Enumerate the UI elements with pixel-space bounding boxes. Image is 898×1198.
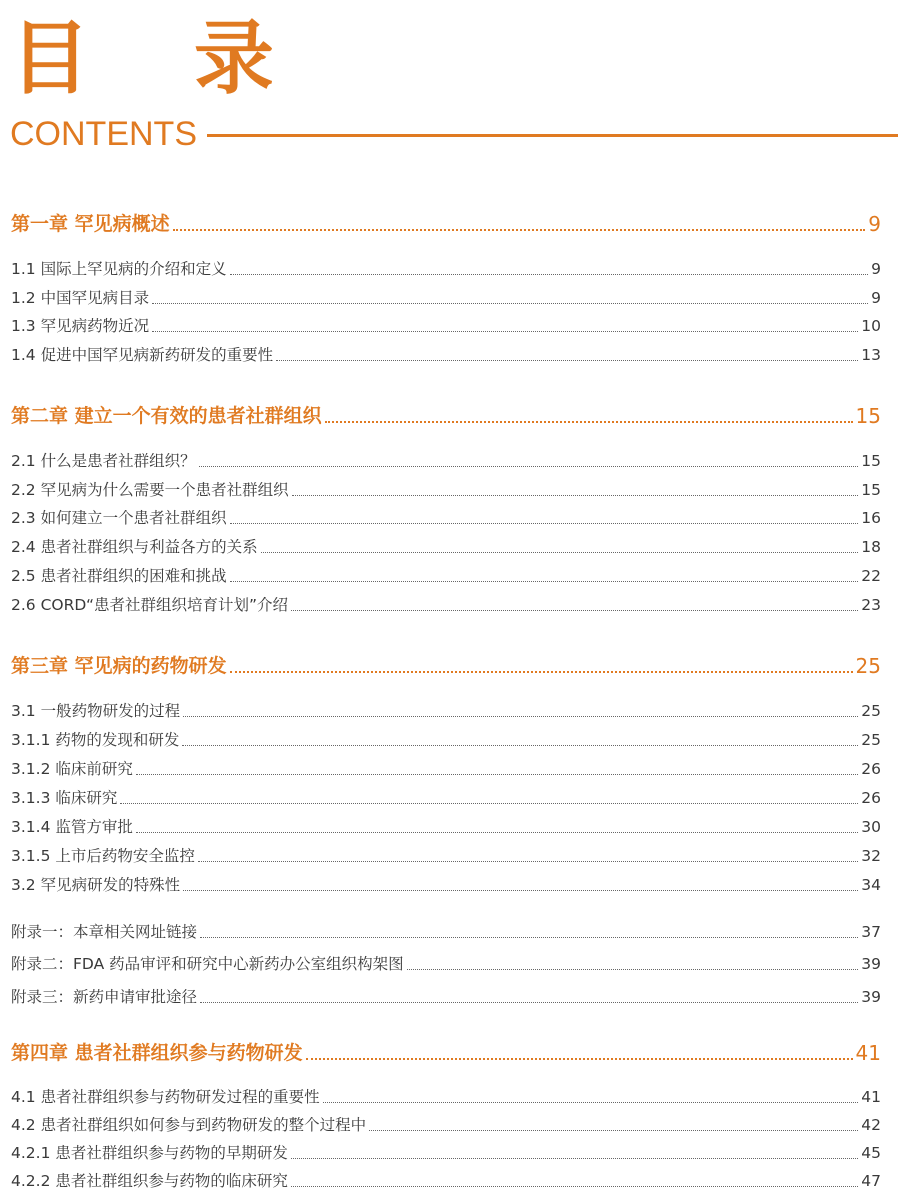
toc-page-number: 25 bbox=[861, 731, 881, 749]
dot-leader bbox=[261, 552, 859, 553]
toc-label: 3.2 罕见病研发的特殊性 bbox=[11, 876, 181, 894]
toc-label: 3.1 一般药物研发的过程 bbox=[11, 702, 181, 720]
toc-label: 3.1.4 监管方审批 bbox=[11, 818, 133, 836]
toc-label: 2.1 什么是患者社群组织？ bbox=[11, 452, 196, 470]
toc-entry-row[interactable] bbox=[11, 478, 881, 502]
toc-entry-row[interactable] bbox=[11, 952, 881, 976]
toc-label: 第三章 罕见病的药物研发 bbox=[11, 655, 227, 677]
dot-leader bbox=[325, 421, 853, 423]
toc-entry-row[interactable] bbox=[11, 343, 881, 367]
toc-page-number: 9 bbox=[871, 289, 881, 307]
toc-label: 3.1.5 上市后药物安全监控 bbox=[11, 847, 195, 865]
toc-entry-row[interactable] bbox=[11, 535, 881, 559]
toc-entry-row[interactable] bbox=[11, 1169, 881, 1193]
dot-leader bbox=[291, 1158, 858, 1159]
toc-label: 3.1.2 临床前研究 bbox=[11, 760, 133, 778]
dot-leader bbox=[369, 1130, 858, 1131]
toc-entry-row[interactable] bbox=[11, 314, 881, 338]
heading-rule bbox=[207, 134, 898, 137]
toc-chapter-row[interactable] bbox=[11, 652, 881, 680]
dot-leader bbox=[183, 716, 858, 717]
toc-page-number: 9 bbox=[868, 212, 881, 236]
toc-page-number: 42 bbox=[861, 1116, 881, 1134]
dot-leader bbox=[291, 1186, 858, 1187]
toc-label: 2.6 CORD“患者社群组织培育计划”介绍 bbox=[11, 596, 289, 614]
dot-leader bbox=[200, 937, 858, 938]
toc-page-number: 41 bbox=[855, 1041, 881, 1065]
toc-page-number: 39 bbox=[861, 955, 881, 973]
toc-page-number: 26 bbox=[861, 760, 881, 778]
contents-heading-row bbox=[10, 114, 898, 154]
toc-page-number: 25 bbox=[861, 702, 881, 720]
toc-entry-row[interactable] bbox=[11, 506, 881, 530]
toc-label: 2.3 如何建立一个患者社群组织 bbox=[11, 509, 227, 527]
dot-leader bbox=[152, 303, 868, 304]
toc-entry-row[interactable] bbox=[11, 1141, 881, 1165]
toc-label: 第二章 建立一个有效的患者社群组织 bbox=[11, 405, 322, 427]
toc-page-number: 34 bbox=[861, 876, 881, 894]
dot-leader bbox=[230, 581, 859, 582]
dot-leader bbox=[120, 803, 858, 804]
toc-page-number: 26 bbox=[861, 789, 881, 807]
toc-page-number: 9 bbox=[871, 260, 881, 278]
dot-leader bbox=[152, 331, 858, 332]
toc-entry-row[interactable] bbox=[11, 985, 881, 1009]
toc-entry-row[interactable] bbox=[11, 757, 881, 781]
toc-entry-row[interactable] bbox=[11, 873, 881, 897]
toc-entry-row[interactable] bbox=[11, 1085, 881, 1109]
toc-label: 4.2 患者社群组织如何参与到药物研发的整个过程中 bbox=[11, 1116, 367, 1134]
dot-leader bbox=[292, 495, 859, 496]
toc-label: 4.1 患者社群组织参与药物研发过程的重要性 bbox=[11, 1088, 320, 1106]
toc-label: 附录三：新药申请审批途径 bbox=[11, 988, 198, 1006]
dot-leader bbox=[230, 523, 859, 524]
dot-leader bbox=[136, 832, 858, 833]
dot-leader bbox=[230, 671, 853, 673]
toc-entry-row[interactable] bbox=[11, 728, 881, 752]
toc-label: 第一章 罕见病概述 bbox=[11, 213, 170, 235]
toc-entry-row[interactable] bbox=[11, 699, 881, 723]
dot-leader bbox=[200, 1002, 858, 1003]
toc-page-number: 15 bbox=[861, 481, 881, 499]
toc-label: 2.2 罕见病为什么需要一个患者社群组织 bbox=[11, 481, 289, 499]
toc-entry-row[interactable] bbox=[11, 844, 881, 868]
toc-label: 3.1.3 临床研究 bbox=[11, 789, 118, 807]
dot-leader bbox=[306, 1058, 853, 1060]
toc-page-number: 39 bbox=[861, 988, 881, 1006]
toc-entry-row[interactable] bbox=[11, 815, 881, 839]
toc-page-number: 32 bbox=[861, 847, 881, 865]
toc-label: 4.2.2 患者社群组织参与药物的临床研究 bbox=[11, 1172, 288, 1190]
toc-label: 1.1 国际上罕见病的介绍和定义 bbox=[11, 260, 227, 278]
toc-page-number: 30 bbox=[861, 818, 881, 836]
dot-leader bbox=[136, 774, 858, 775]
toc-page-number: 22 bbox=[861, 567, 881, 585]
toc-entry-row[interactable] bbox=[11, 257, 881, 281]
toc-entry-row[interactable] bbox=[11, 593, 881, 617]
dot-leader bbox=[276, 360, 858, 361]
toc-label: 4.2.1 患者社群组织参与药物的早期研发 bbox=[11, 1144, 288, 1162]
toc-entry-row[interactable] bbox=[11, 449, 881, 473]
toc-entry-row[interactable] bbox=[11, 786, 881, 810]
page-title: 目 录 bbox=[10, 12, 312, 105]
dot-leader bbox=[198, 861, 858, 862]
dot-leader bbox=[199, 466, 859, 467]
toc-entry-row[interactable] bbox=[11, 920, 881, 944]
toc-label: 2.5 患者社群组织的困难和挑战 bbox=[11, 567, 227, 585]
dot-leader bbox=[323, 1102, 859, 1103]
toc-page-number: 37 bbox=[861, 923, 881, 941]
dot-leader bbox=[173, 229, 866, 231]
toc-page-number: 47 bbox=[861, 1172, 881, 1190]
toc-entry-row[interactable] bbox=[11, 286, 881, 310]
toc-label: 1.2 中国罕见病目录 bbox=[11, 289, 150, 307]
toc-label: 附录二：FDA 药品审评和研究中心新药办公室组织构架图 bbox=[11, 955, 404, 973]
toc-chapter-row[interactable] bbox=[11, 210, 881, 238]
toc-page-number: 23 bbox=[861, 596, 881, 614]
toc-chapter-row[interactable] bbox=[11, 402, 881, 430]
toc-chapter-row[interactable] bbox=[11, 1039, 881, 1067]
toc-label: 第四章 患者社群组织参与药物研发 bbox=[11, 1042, 303, 1064]
dot-leader bbox=[182, 745, 858, 746]
toc-label: 1.4 促进中国罕见病新药研发的重要性 bbox=[11, 346, 274, 364]
toc-label: 附录一：本章相关网址链接 bbox=[11, 923, 198, 941]
toc-label: 3.1.1 药物的发现和研发 bbox=[11, 731, 180, 749]
toc-page-number: 15 bbox=[861, 452, 881, 470]
dot-leader bbox=[183, 890, 858, 891]
toc-page-number: 41 bbox=[861, 1088, 881, 1106]
toc-entry-row[interactable] bbox=[11, 564, 881, 588]
toc-label: 1.3 罕见病药物近况 bbox=[11, 317, 150, 335]
contents-heading: CONTENTS bbox=[10, 115, 197, 153]
dot-leader bbox=[407, 969, 859, 970]
dot-leader bbox=[291, 610, 858, 611]
toc-entry-row[interactable] bbox=[11, 1113, 881, 1137]
toc-page-number: 13 bbox=[861, 346, 881, 364]
toc-label: 2.4 患者社群组织与利益各方的关系 bbox=[11, 538, 258, 556]
toc-page-number: 25 bbox=[855, 654, 881, 678]
toc-page-number: 10 bbox=[861, 317, 881, 335]
toc-page-number: 16 bbox=[861, 509, 881, 527]
toc-page-number: 45 bbox=[861, 1144, 881, 1162]
dot-leader bbox=[230, 274, 869, 275]
toc-page-number: 15 bbox=[855, 404, 881, 428]
toc-page-number: 18 bbox=[861, 538, 881, 556]
